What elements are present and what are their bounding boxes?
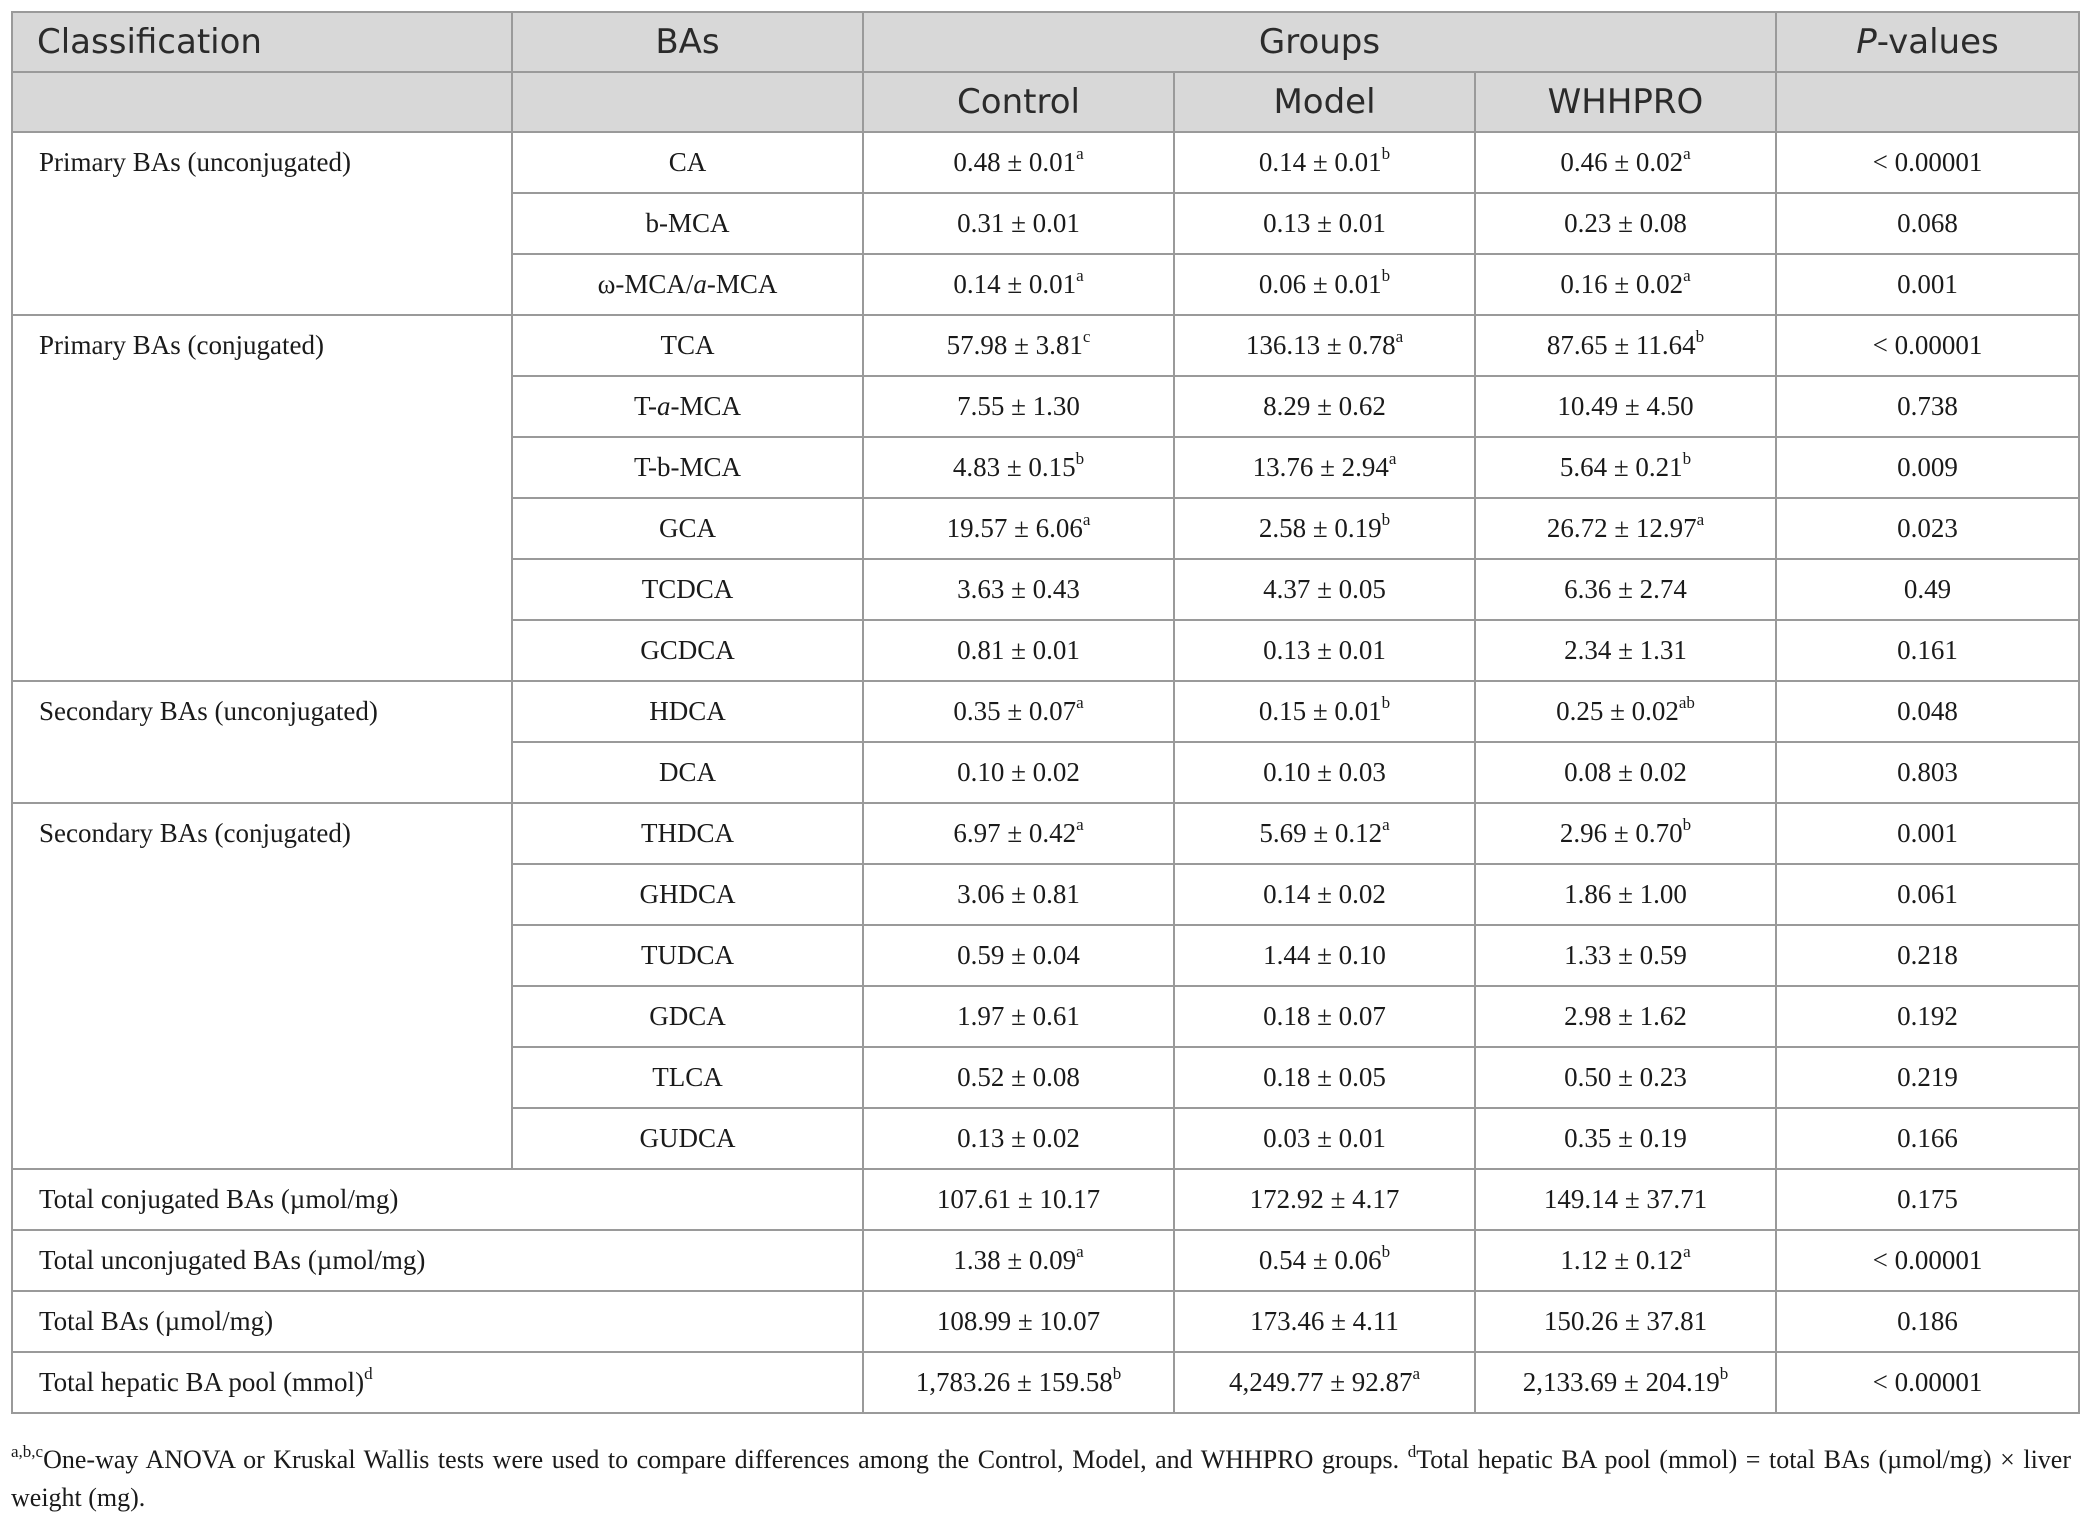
whhpro-cell-superscript: a [1683, 266, 1691, 285]
p-value-cell: < 0.00001 [1776, 1352, 2079, 1413]
model-cell-superscript: b [1381, 693, 1391, 712]
model-cell [1174, 620, 1475, 681]
control-cell-value: 7.55 ± 1.30 [957, 391, 1080, 421]
header-whhpro: WHHPRO [1475, 72, 1776, 132]
whhpro-cell [1475, 1047, 1776, 1108]
model-cell-value: 0.54 ± 0.06 [1258, 1245, 1382, 1275]
whhpro-cell-value: 87.65 ± 11.64 [1546, 330, 1696, 360]
p-value-cell: < 0.00001 [1776, 1230, 2079, 1291]
whhpro-cell-value: 5.64 ± 0.21 [1559, 452, 1683, 482]
ba-name-cell: TCDCA [512, 559, 863, 620]
whhpro-cell [1475, 193, 1776, 254]
whhpro-cell [1475, 742, 1776, 803]
control-cell [863, 681, 1174, 742]
whhpro-cell [1475, 376, 1776, 437]
ba-name-cell: GCA [512, 498, 863, 559]
control-cell [863, 193, 1174, 254]
ba-name-cell: CA [512, 132, 863, 193]
whhpro-cell [1475, 803, 1776, 864]
ba-name-cell: THDCA [512, 803, 863, 864]
p-value-cell: 0.161 [1776, 620, 2079, 681]
ba-name-cell: TUDCA [512, 925, 863, 986]
control-cell-superscript: a [1076, 1242, 1084, 1261]
footnote-sup-d: d [1407, 1442, 1417, 1461]
total-label-cell [12, 1169, 863, 1230]
model-cell [1174, 559, 1475, 620]
control-cell-value: 0.59 ± 0.04 [957, 940, 1080, 970]
p-value-cell: 0.738 [1776, 376, 2079, 437]
model-cell [1174, 1047, 1475, 1108]
model-cell-value: 2.58 ± 0.19 [1258, 513, 1382, 543]
model-cell-superscript: a [1388, 449, 1397, 468]
control-cell-superscript: a [1076, 815, 1084, 834]
model-cell [1174, 925, 1475, 986]
p-value-cell: 0.166 [1776, 1108, 2079, 1169]
control-cell-superscript: a [1076, 693, 1084, 712]
whhpro-cell-superscript: b [1719, 1364, 1729, 1383]
control-cell [863, 1291, 1174, 1352]
model-cell-value: 0.13 ± 0.01 [1263, 208, 1386, 238]
ba-name-cell: DCA [512, 742, 863, 803]
p-value-cell: 0.175 [1776, 1169, 2079, 1230]
footnote-text-2: Total hepatic BA pool (mmol) = total BAs (µmol/mg) × liver weight (mg). [11, 1445, 2071, 1512]
table-row [12, 315, 2079, 376]
control-cell-superscript: c [1082, 327, 1091, 346]
footnote-text-1: One-way ANOVA or Kruskal Wallis tests were used to compare differences among the Control, Model, and WHHPRO groups. [43, 1445, 1408, 1474]
model-cell [1174, 1169, 1475, 1230]
whhpro-cell-superscript: ab [1678, 693, 1695, 712]
whhpro-cell [1475, 132, 1776, 193]
p-value-cell: < 0.00001 [1776, 132, 2079, 193]
control-cell [863, 315, 1174, 376]
ba-name-cell: GUDCA [512, 1108, 863, 1169]
control-cell [863, 925, 1174, 986]
whhpro-cell [1475, 1108, 1776, 1169]
model-cell-value: 0.06 ± 0.01 [1258, 269, 1382, 299]
ba-name-cell: ω-MCA/a-MCA [512, 254, 863, 315]
footnote [11, 1441, 2071, 1517]
control-cell-value: 0.35 ± 0.07 [953, 696, 1077, 726]
model-cell-superscript: a [1412, 1364, 1421, 1383]
control-cell-superscript: a [1076, 266, 1084, 285]
model-cell [1174, 681, 1475, 742]
model-cell-superscript: b [1381, 266, 1391, 285]
model-cell-value: 4,249.77 ± 92.87 [1228, 1367, 1413, 1397]
model-cell-superscript: a [1395, 327, 1404, 346]
model-cell [1174, 193, 1475, 254]
model-cell [1174, 254, 1475, 315]
whhpro-cell-superscript: a [1696, 510, 1705, 529]
model-cell [1174, 315, 1475, 376]
control-cell-value: 19.57 ± 6.06 [946, 513, 1083, 543]
total-label: Total hepatic BA pool (mmol) [39, 1367, 365, 1397]
whhpro-cell-superscript: a [1683, 1242, 1691, 1261]
p-value-cell: 0.218 [1776, 925, 2079, 986]
model-cell-value: 0.13 ± 0.01 [1263, 635, 1386, 665]
whhpro-cell-value: 2.96 ± 0.70 [1559, 818, 1683, 848]
ba-name-cell: GDCA [512, 986, 863, 1047]
model-cell [1174, 864, 1475, 925]
model-cell [1174, 986, 1475, 1047]
classification-cell: Primary BAs (conjugated) [12, 315, 512, 681]
header-empty-1 [12, 72, 512, 132]
control-cell-value: 3.63 ± 0.43 [957, 574, 1080, 604]
whhpro-cell-superscript: b [1682, 815, 1692, 834]
model-cell-value: 0.14 ± 0.01 [1258, 147, 1382, 177]
total-label: Total conjugated BAs (µmol/mg) [39, 1184, 399, 1214]
control-cell-value: 0.48 ± 0.01 [953, 147, 1077, 177]
whhpro-cell [1475, 986, 1776, 1047]
model-cell-superscript: b [1381, 1242, 1391, 1261]
control-cell [863, 254, 1174, 315]
ba-name-cell: T-b-MCA [512, 437, 863, 498]
p-value-cell: 0.192 [1776, 986, 2079, 1047]
control-cell [863, 1352, 1174, 1413]
total-row [12, 1291, 2079, 1352]
control-cell-superscript: b [1112, 1364, 1122, 1383]
whhpro-cell-value: 2.98 ± 1.62 [1564, 1001, 1687, 1031]
control-cell-value: 108.99 ± 10.07 [936, 1306, 1101, 1336]
model-cell-value: 1.44 ± 0.10 [1263, 940, 1386, 970]
whhpro-cell [1475, 254, 1776, 315]
whhpro-cell-value: 0.35 ± 0.19 [1564, 1123, 1687, 1153]
control-cell-value: 1,783.26 ± 159.58 [915, 1367, 1113, 1397]
p-value-cell: 0.023 [1776, 498, 2079, 559]
model-cell-value: 8.29 ± 0.62 [1263, 391, 1386, 421]
p-value-cell: < 0.00001 [1776, 315, 2079, 376]
header-p-italic: P [1856, 22, 1877, 62]
footnote-sup-abc: a,b,c [11, 1442, 44, 1461]
table-body [12, 132, 2079, 1413]
model-cell-value: 4.37 ± 0.05 [1263, 574, 1386, 604]
total-label: Total unconjugated BAs (µmol/mg) [39, 1245, 426, 1275]
whhpro-cell-value: 0.50 ± 0.23 [1564, 1062, 1687, 1092]
control-cell-superscript: a [1076, 144, 1084, 163]
control-cell-value: 0.14 ± 0.01 [953, 269, 1077, 299]
whhpro-cell-value: 2,133.69 ± 204.19 [1522, 1367, 1720, 1397]
model-cell-value: 172.92 ± 4.17 [1249, 1184, 1400, 1214]
table-row [12, 681, 2079, 742]
p-value-cell: 0.001 [1776, 254, 2079, 315]
whhpro-cell-value: 10.49 ± 4.50 [1557, 391, 1694, 421]
model-cell-value: 5.69 ± 0.12 [1259, 818, 1383, 848]
control-cell-value: 3.06 ± 0.81 [957, 879, 1080, 909]
whhpro-cell-value: 26.72 ± 12.97 [1546, 513, 1697, 543]
table-row [12, 132, 2079, 193]
whhpro-cell-value: 0.46 ± 0.02 [1560, 147, 1684, 177]
whhpro-cell-value: 1.86 ± 1.00 [1564, 879, 1687, 909]
model-cell-value: 0.18 ± 0.05 [1263, 1062, 1386, 1092]
control-cell-value: 0.52 ± 0.08 [957, 1062, 1080, 1092]
control-cell [863, 1108, 1174, 1169]
whhpro-cell [1475, 437, 1776, 498]
model-cell-value: 173.46 ± 4.11 [1250, 1306, 1399, 1336]
classification-cell: Primary BAs (unconjugated) [12, 132, 512, 315]
control-cell [863, 986, 1174, 1047]
p-value-cell: 0.219 [1776, 1047, 2079, 1108]
p-value-cell: 0.186 [1776, 1291, 2079, 1352]
total-label: Total BAs (µmol/mg) [39, 1306, 274, 1336]
control-cell [863, 1230, 1174, 1291]
control-cell-value: 4.83 ± 0.15 [952, 452, 1076, 482]
whhpro-cell [1475, 1291, 1776, 1352]
model-cell-value: 0.18 ± 0.07 [1263, 1001, 1386, 1031]
whhpro-cell [1475, 864, 1776, 925]
control-cell-superscript: b [1075, 449, 1085, 468]
total-label-cell [12, 1291, 863, 1352]
control-cell-value: 0.31 ± 0.01 [957, 208, 1080, 238]
whhpro-cell-value: 1.12 ± 0.12 [1560, 1245, 1684, 1275]
control-cell [863, 864, 1174, 925]
header-control: Control [863, 72, 1174, 132]
p-value-cell: 0.803 [1776, 742, 2079, 803]
control-cell [863, 742, 1174, 803]
whhpro-cell-value: 0.23 ± 0.08 [1564, 208, 1687, 238]
ba-name-cell: GCDCA [512, 620, 863, 681]
total-row [12, 1169, 2079, 1230]
model-cell-value: 0.03 ± 0.01 [1263, 1123, 1386, 1153]
total-row [12, 1352, 2079, 1413]
control-cell-value: 57.98 ± 3.81 [946, 330, 1083, 360]
control-cell [863, 1047, 1174, 1108]
model-cell [1174, 742, 1475, 803]
whhpro-cell-value: 0.16 ± 0.02 [1560, 269, 1684, 299]
whhpro-cell-value: 1.33 ± 0.59 [1564, 940, 1687, 970]
control-cell-value: 1.38 ± 0.09 [953, 1245, 1077, 1275]
whhpro-cell [1475, 315, 1776, 376]
total-row [12, 1230, 2079, 1291]
model-cell [1174, 437, 1475, 498]
classification-cell: Secondary BAs (conjugated) [12, 803, 512, 1169]
whhpro-cell-value: 2.34 ± 1.31 [1564, 635, 1687, 665]
header-p-values [1776, 12, 2079, 72]
model-cell-value: 0.14 ± 0.02 [1263, 879, 1386, 909]
header-empty-2 [512, 72, 863, 132]
model-cell-superscript: a [1382, 815, 1390, 834]
p-value-cell: 0.49 [1776, 559, 2079, 620]
control-cell-value: 1.97 ± 0.61 [957, 1001, 1080, 1031]
model-cell-value: 0.10 ± 0.03 [1263, 757, 1386, 787]
whhpro-cell-value: 0.25 ± 0.02 [1556, 696, 1679, 726]
table-row [12, 803, 2079, 864]
control-cell-value: 6.97 ± 0.42 [953, 818, 1077, 848]
p-value-cell: 0.061 [1776, 864, 2079, 925]
control-cell [863, 559, 1174, 620]
whhpro-cell-value: 0.08 ± 0.02 [1564, 757, 1687, 787]
ba-name-cell: TCA [512, 315, 863, 376]
whhpro-cell [1475, 620, 1776, 681]
model-cell [1174, 1291, 1475, 1352]
model-cell [1174, 498, 1475, 559]
bile-acid-table [11, 11, 2080, 1414]
ba-name-cell: HDCA [512, 681, 863, 742]
model-cell-value: 136.13 ± 0.78 [1245, 330, 1396, 360]
whhpro-cell [1475, 498, 1776, 559]
classification-cell: Secondary BAs (unconjugated) [12, 681, 512, 803]
total-label-superscript: d [364, 1364, 373, 1383]
control-cell-value: 0.10 ± 0.02 [957, 757, 1080, 787]
model-cell [1174, 1230, 1475, 1291]
control-cell [863, 620, 1174, 681]
model-cell-value: 0.15 ± 0.01 [1258, 696, 1382, 726]
table-container [11, 11, 2078, 1414]
header-classification: Classification [12, 12, 512, 72]
ba-name-cell: T-a-MCA [512, 376, 863, 437]
whhpro-cell [1475, 681, 1776, 742]
p-value-cell: 0.001 [1776, 803, 2079, 864]
control-cell [863, 437, 1174, 498]
model-cell [1174, 1108, 1475, 1169]
control-cell-superscript: a [1082, 510, 1091, 529]
whhpro-cell-superscript: a [1683, 144, 1691, 163]
whhpro-cell-superscript: b [1682, 449, 1692, 468]
control-cell-value: 0.13 ± 0.02 [957, 1123, 1080, 1153]
whhpro-cell-value: 150.26 ± 37.81 [1543, 1306, 1708, 1336]
whhpro-cell [1475, 925, 1776, 986]
ba-name-cell: GHDCA [512, 864, 863, 925]
model-cell [1174, 803, 1475, 864]
model-cell-value: 13.76 ± 2.94 [1252, 452, 1389, 482]
control-cell-value: 107.61 ± 10.17 [936, 1184, 1101, 1214]
p-value-cell: 0.009 [1776, 437, 2079, 498]
whhpro-cell [1475, 1230, 1776, 1291]
whhpro-cell [1475, 1169, 1776, 1230]
total-label-cell [12, 1352, 863, 1413]
whhpro-cell-superscript: b [1695, 327, 1705, 346]
p-value-cell: 0.068 [1776, 193, 2079, 254]
model-cell [1174, 132, 1475, 193]
whhpro-cell [1475, 1352, 1776, 1413]
control-cell [863, 1169, 1174, 1230]
model-cell [1174, 1352, 1475, 1413]
control-cell-value: 0.81 ± 0.01 [957, 635, 1080, 665]
header-p-suffix: -values [1876, 22, 1999, 62]
model-cell-superscript: b [1381, 144, 1391, 163]
total-label-cell [12, 1230, 863, 1291]
control-cell [863, 498, 1174, 559]
control-cell [863, 376, 1174, 437]
control-cell [863, 803, 1174, 864]
header-groups: Groups [863, 12, 1776, 72]
model-cell [1174, 376, 1475, 437]
control-cell [863, 132, 1174, 193]
whhpro-cell [1475, 559, 1776, 620]
ba-name-cell: TLCA [512, 1047, 863, 1108]
p-value-cell: 0.048 [1776, 681, 2079, 742]
ba-name-cell: b-MCA [512, 193, 863, 254]
model-cell-superscript: b [1381, 510, 1391, 529]
table-header [12, 12, 2079, 132]
whhpro-cell-value: 149.14 ± 37.71 [1543, 1184, 1708, 1214]
header-model: Model [1174, 72, 1475, 132]
header-empty-3 [1776, 72, 2079, 132]
header-bas: BAs [512, 12, 863, 72]
whhpro-cell-value: 6.36 ± 2.74 [1564, 574, 1687, 604]
